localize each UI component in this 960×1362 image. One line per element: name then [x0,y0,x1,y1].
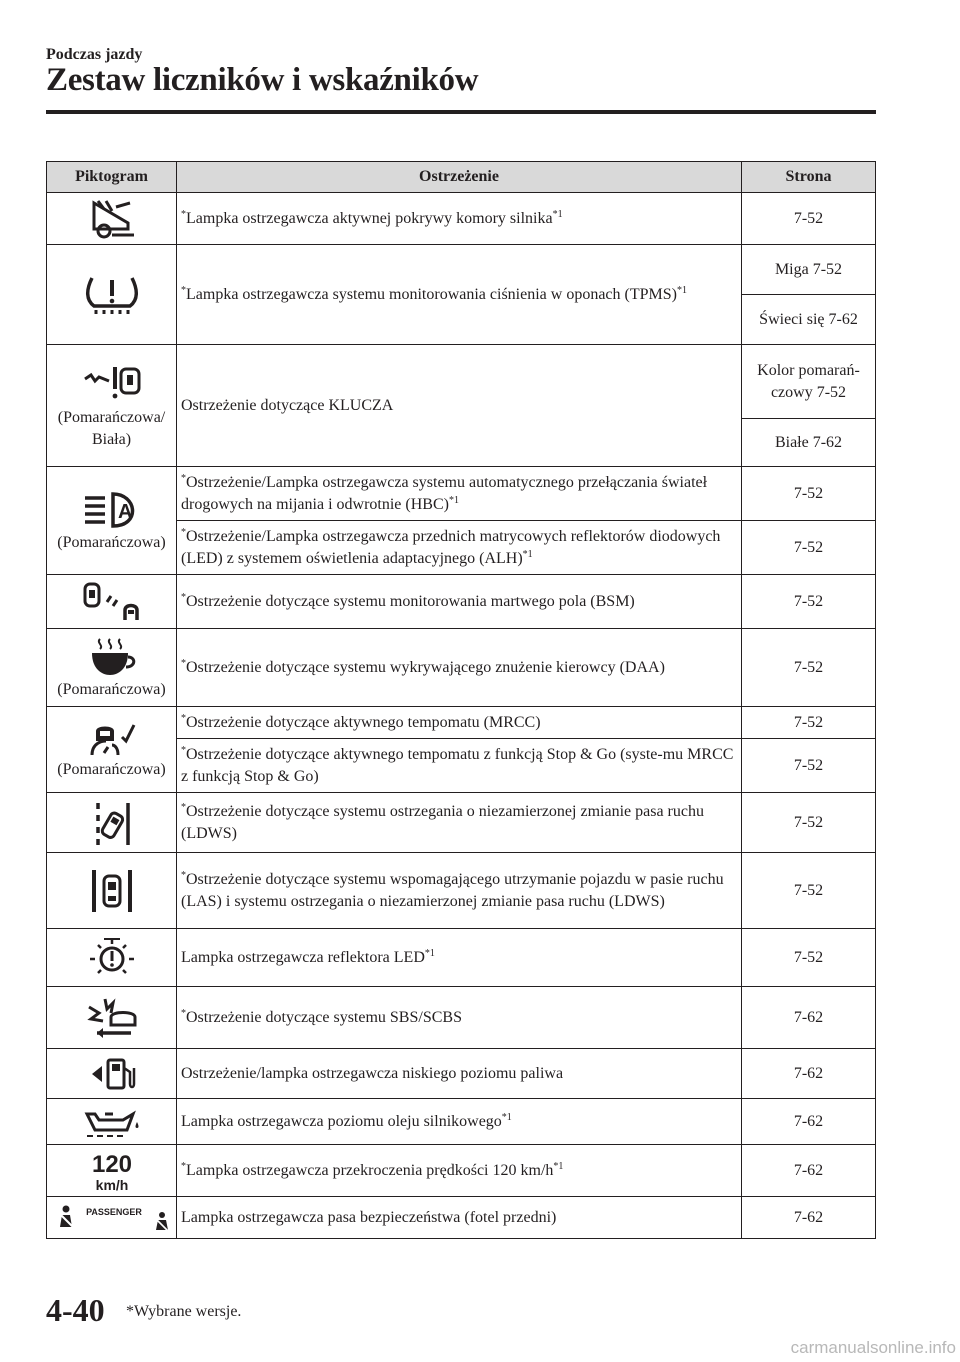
warning-text-cell: *Ostrzeżenie dotyczące systemu ostrzegania o niezamierzonej zmianie pasa ruchu (LDWS) [177,793,742,853]
page-cell: 7-52 [742,467,876,521]
icon-cell [47,987,177,1049]
hbc-warning-icon [77,488,147,532]
table-row [47,467,876,521]
icon-caption: (Pomarańczowa) [57,760,166,778]
warning-text-cell: *Lampka ostrzegawcza systemu monitorowania ciśnienia w oponach (TPMS)$^{*1}$ [177,245,742,345]
bsm-warning-icon [77,580,147,624]
table-row [47,1099,876,1145]
mrcc-warning-icon [82,719,142,759]
icon-cell [47,1099,177,1145]
led-headlight-warning-icon [82,935,142,981]
icon-cell [47,853,177,929]
icon-caption: (Pomarańczowa) [57,533,166,551]
page-cell: Kolor pomarań-czowy 7-52 [742,345,876,419]
las-ldws-warning-icon [82,866,142,916]
page-cell: 7-52 [742,853,876,929]
page-cell: Świeci się 7-62 [742,295,876,345]
icon-cell [47,1197,177,1239]
sbs-scbs-warning-icon [77,995,147,1041]
warning-table [46,161,876,1239]
page-cell: Białe 7-62 [742,419,876,467]
tpms-warning-icon [82,270,142,320]
page-cell: 7-62 [742,1197,876,1239]
table-header-row [47,162,876,193]
icon-cell [47,1145,177,1197]
warning-text-cell: *Ostrzeżenie/Lampka ostrzegawcza systemu automatycznego przełączania świateł drogowych na mijania i odwrotnie (HBC)$^{*1}$ [177,467,742,521]
svg-text:A: A [117,500,132,523]
svg-text:PASSENGER: PASSENGER [85,1206,142,1217]
daa-coffee-icon [82,635,142,679]
warning-text-cell: Ostrzeżenie/lampka ostrzegawcza niskiego poziomu paliwa [177,1049,742,1099]
page-cell: 7-62 [742,1049,876,1099]
table-row [47,629,876,707]
icon-cell [47,193,177,245]
page-cell: 7-52 [742,739,876,793]
title-rule [46,110,876,114]
col-warning-header: Ostrzeżenie [177,162,742,193]
table-row [47,929,876,987]
seat-belt-icon [52,1203,172,1233]
table-row [47,853,876,929]
icon-cell [47,707,177,793]
warning-text-cell: *Ostrzeżenie/Lampka ostrzegawcza przednich matrycowych reflektorów diodowych (LED) z systemem oświetlenia adaptacyjnego (ALH)$^{*1}$ [177,521,742,575]
warning-text-cell: *Ostrzeżenie dotyczące aktywnego tempomatu z funkcją Stop & Go (syste-mu MRCC z funkcją Stop & Go) [177,739,742,793]
key-warning-icon [77,361,147,407]
page-cell: 7-62 [742,1145,876,1197]
col-page-header: Strona [742,162,876,193]
active-bonnet-warning-icon [82,197,142,241]
low-fuel-icon [82,1054,142,1094]
icon-caption: (Pomarańczowa) [57,680,166,698]
icon-cell [47,629,177,707]
icon-cell [47,929,177,987]
page-cell: 7-52 [742,521,876,575]
warning-text-cell: Lampka ostrzegawcza reflektora LED$^{*1}$ [177,929,742,987]
page-cell: 7-52 [742,793,876,853]
warning-text-cell: *Ostrzeżenie dotyczące systemu SBS/SCBS [177,987,742,1049]
page-cell: 7-52 [742,929,876,987]
table-row [47,193,876,245]
icon-cell [47,1049,177,1099]
icon-cell [47,575,177,629]
oil-level-icon [77,1104,147,1140]
table-row [47,345,876,419]
warning-text-cell: *Ostrzeżenie dotyczące systemu wykrywającego znużenie kierowcy (DAA) [177,629,742,707]
page-cell: Miga 7-52 [742,245,876,295]
page-cell: 7-62 [742,987,876,1049]
warning-text-cell: *Ostrzeżenie dotyczące systemu monitorowania martwego pola (BSM) [177,575,742,629]
section-label: Podczas jazdy [46,46,143,63]
page-number: 4-40 [46,1292,105,1328]
icon-cell [47,245,177,345]
col-icon-header: Piktogram [47,162,177,193]
icon-cell [47,467,177,575]
svg-text:km/h: km/h [95,1176,128,1193]
page-cell: 7-52 [742,575,876,629]
page-cell: 7-52 [742,629,876,707]
page-cell: 7-62 [742,1099,876,1145]
table-row [47,1049,876,1099]
page-cell: 7-52 [742,707,876,739]
warning-text-cell: *Ostrzeżenie dotyczące systemu wspomagającego utrzymanie pojazdu w pasie ruchu (LAS) i systemu ostrzegania o niezamierzonej zmianie pasa ruchu (LDWS) [177,853,742,929]
warning-text-cell: *Ostrzeżenie dotyczące aktywnego tempomatu (MRCC) [177,707,742,739]
warning-text-cell: Ostrzeżenie dotyczące KLUCZA [177,345,742,467]
table-row [47,707,876,739]
page-cell: 7-52 [742,193,876,245]
watermark: carmanualsonline.info [790,1338,956,1357]
warning-text-cell: *Lampka ostrzegawcza przekroczenia prędkości 120 $km/h^{*1}$ [177,1145,742,1197]
icon-cell [47,345,177,467]
svg-text:120: 120 [91,1150,132,1178]
table-row [47,793,876,853]
warning-text-cell: Lampka ostrzegawcza poziomu oleju silnikowego$^{*1}$ [177,1099,742,1145]
footnote: *Wybrane wersje. [126,1303,242,1320]
table-row [47,1197,876,1239]
speed-120-icon [77,1148,147,1194]
warning-text-cell: *Lampka ostrzegawcza aktywnej pokrywy komory silnika$^{*1}$ [177,193,742,245]
table-row [47,1145,876,1197]
icon-caption: (Pomarańczowa/ Biała) [57,408,166,448]
warning-text-cell: Lampka ostrzegawcza pasa bezpieczeństwa (fotel przedni) [177,1197,742,1239]
ldws-warning-icon [82,799,142,847]
icon-cell [47,793,177,853]
table-row [47,987,876,1049]
page-title: Zestaw liczników i wskaźników [46,62,479,98]
table-row [47,575,876,629]
table-row [47,245,876,295]
